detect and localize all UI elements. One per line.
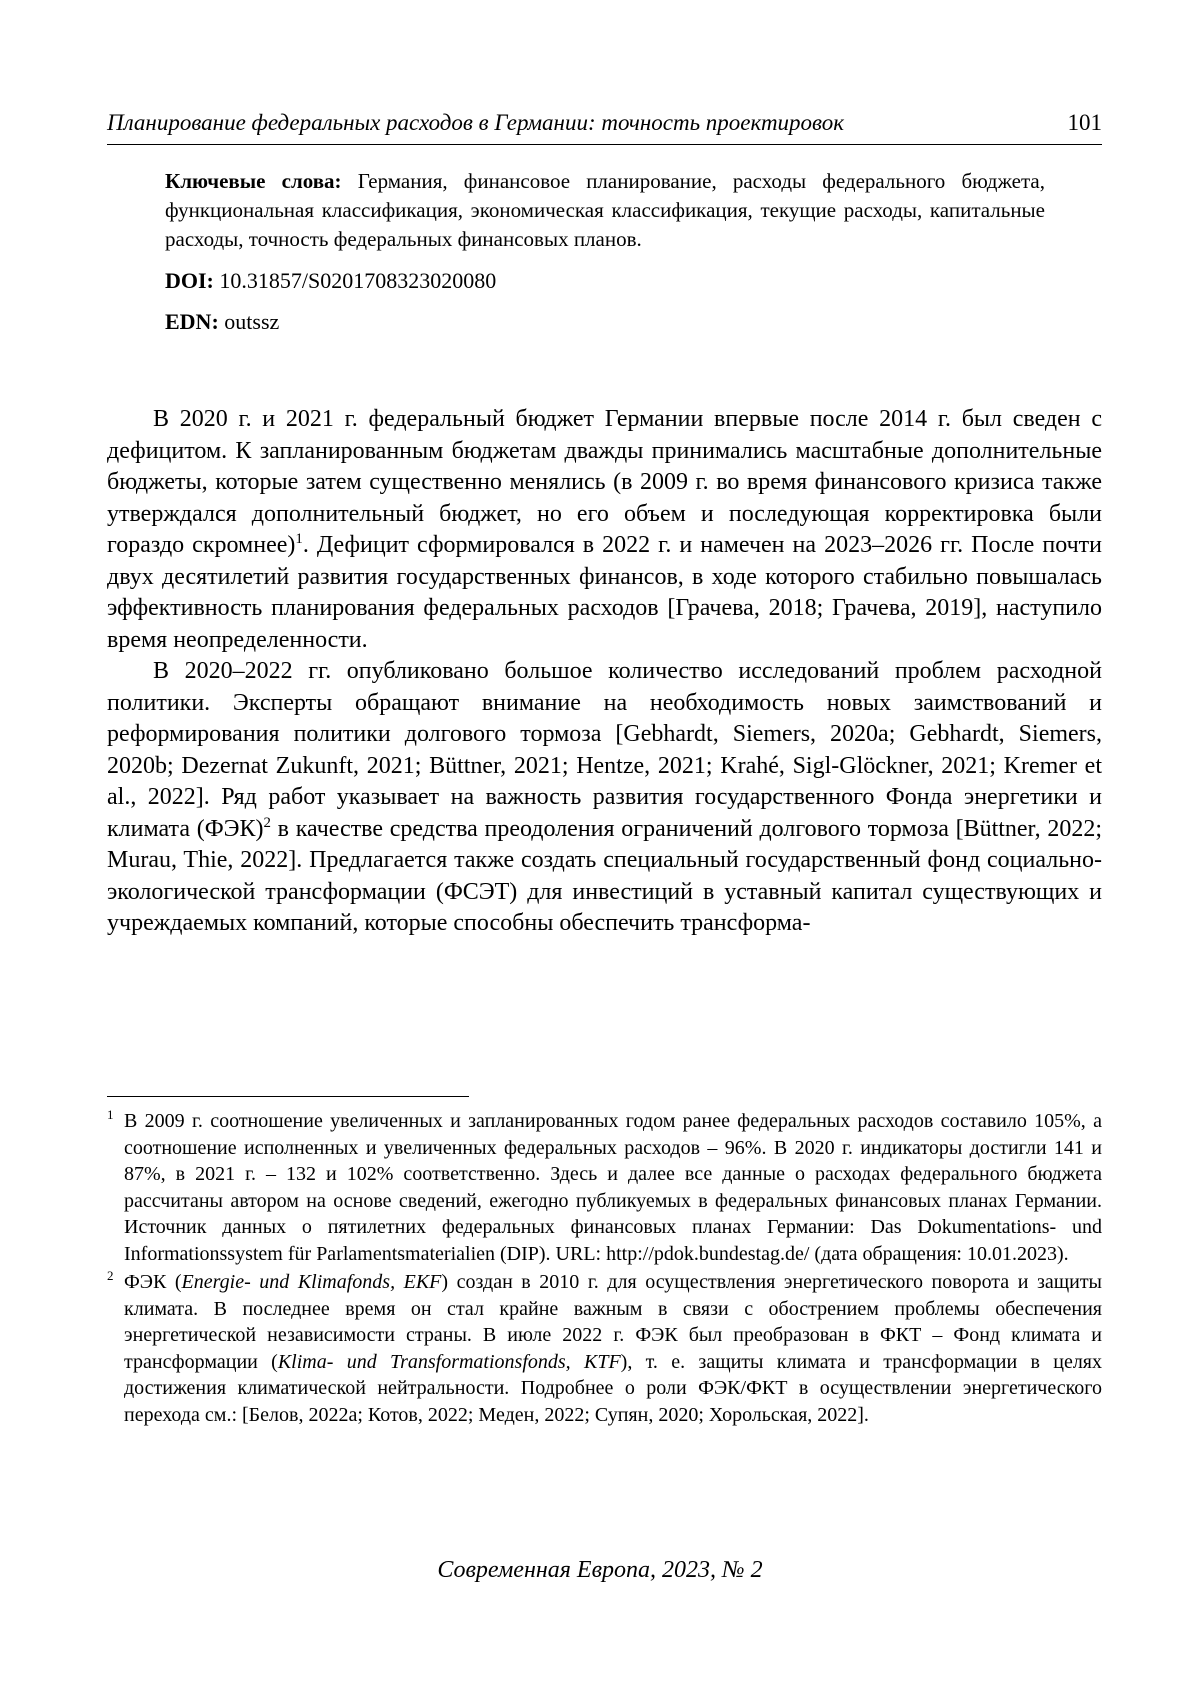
paragraph-1 (107, 404, 1102, 656)
paragraph-1-part-a: В 2020 г. и 2021 г. федеральный бюджет Германии впервые после 2014 г. был сведен с дефицитом. К запланированным бюджетам дважды принимались масштабные дополнительные бюджеты, которые затем существенно менялись (в 2009 г. во время финансового кризиса также утверждался дополнительный бюджет, но его объем и последующая корректировка были гораздо скромнее) (107, 406, 1102, 558)
footnote-1 (107, 1108, 1102, 1267)
edn-block (165, 307, 1045, 336)
paragraph-2-part-a: В 2020–2022 гг. опубликовано большое количество исследований проблем расходной политики. Эксперты обращают внимание на необходимость новых заимствований и реформирования политики долгового тормоза [Gebhardt, Siemers, 2020a; Gebhardt, Siemers, 2020b; Dezernat Zukunft, 2021; Büttner, 2021; Hentze, 2021; Krahé, Sigl-Glöckner, 2021; Kremer et al., 2022]. Ряд работ указывает на важность развития государственного Фонда энергетики и климата (ФЭК) (107, 658, 1102, 842)
page-number: 101 (1067, 110, 1102, 135)
running-header (107, 104, 1102, 145)
doi-value: 10.31857/S0201708323020080 (219, 268, 497, 293)
edn-value: outssz (224, 309, 280, 334)
journal-footer: Современная Европа, 2023, № 2 (437, 1557, 763, 1583)
footnote-ref-2[interactable]: 2 (263, 814, 271, 831)
footnote-separator (107, 1096, 469, 1097)
doi-block (165, 266, 1045, 295)
footnote-2-italic-2: Klima- und Transformationsfonds, KTF (277, 1350, 621, 1373)
main-text (107, 404, 1102, 940)
doi-label: DOI: (165, 268, 214, 293)
article-meta (165, 167, 1045, 348)
keywords-label: Ключевые слова: (165, 169, 342, 193)
footnote-ref-1[interactable]: 1 (295, 531, 303, 547)
paragraph-1-part-b: . Дефицит сформировался в 2022 г. и намечен на 2023–2026 гг. После почти двух десятилетий развития государственных финансов, в ходе которого стабильно повышалась эффективность планирования федеральных расходов [Грачева, 2018; Грачева, 2019], наступило время неопределенности. (107, 532, 1102, 653)
footnote-2-part-b: ) создан в 2010 г. для осуществления энергетического поворота и защиты климата. В последнее время он стал крайне важным в связи с обострением проблемы обеспечения энергетической независимости страны. В июле 2022 г. ФЭК был преобразован в ФКТ – Фонд климата и трансформации ( (124, 1271, 1102, 1373)
footnote-2-part-a: ФЭК ( (124, 1271, 182, 1293)
footnote-1-mark: 1 (107, 1107, 114, 1122)
running-title: Планирование федеральных расходов в Германии: точность проектировок (107, 110, 844, 135)
edn-label: EDN: (165, 309, 219, 334)
footnotes (107, 1108, 1102, 1430)
footnote-2 (107, 1269, 1102, 1428)
footnote-2-italic-1: Energie- und Klimafonds, EKF (181, 1271, 442, 1293)
footnote-2-part-c: ), т. е. защиты климата и трансформации в целях достижения климатической нейтральности. Подробнее о роли ФЭК/ФКТ в осуществлении энергетического перехода см.: [Белов, 2022a; Котов, 2022; Меден, 2022; Супян, 2020; Хорольская, 2022]. (124, 1350, 1103, 1426)
footnote-1-text: В 2009 г. соотношение увеличенных и запланированных годом ранее федеральных расходов составило 105%, а соотношение исполненных и увеличенных федеральных расходов – 96%. В 2020 г. индикаторы достигли 141 и 87%, в 2021 г. – 132 и 102% соответственно. Здесь и далее все данные о расходах федерального бюджета рассчитаны автором на основе сведений, ежегодно публикуемых в федеральных финансовых планах Германии. Источник данных о пятилетних федеральных финансовых планах Германии: Das Dokumentations- und Informationssystem für Parlamentsmaterialien (DIP). URL: http://pdok.bundestag.de/ (дата обращения: 10.01.2023). (124, 1110, 1102, 1265)
keywords-text: Германия, финансовое планирование, расходы федерального бюджета, функциональная классификация, экономическая классификация, текущие расходы, капитальные расходы, точность федеральных финансовых планов. (165, 169, 1045, 251)
paragraph-2 (107, 656, 1102, 940)
keywords-block (165, 167, 1045, 254)
paragraph-2-part-b: в качестве средства преодоления ограничений долгового тормоза [Büttner, 2022; Murau, Thie, 2022]. Предлагается также создать специальный государственный фонд социально-экологической трансформации (ФСЭТ) для инвестиций в уставный капитал существующих и учреждаемых компаний, которые способны обеспечить трансформа- (107, 815, 1102, 936)
footnote-2-mark: 2 (107, 1268, 114, 1283)
